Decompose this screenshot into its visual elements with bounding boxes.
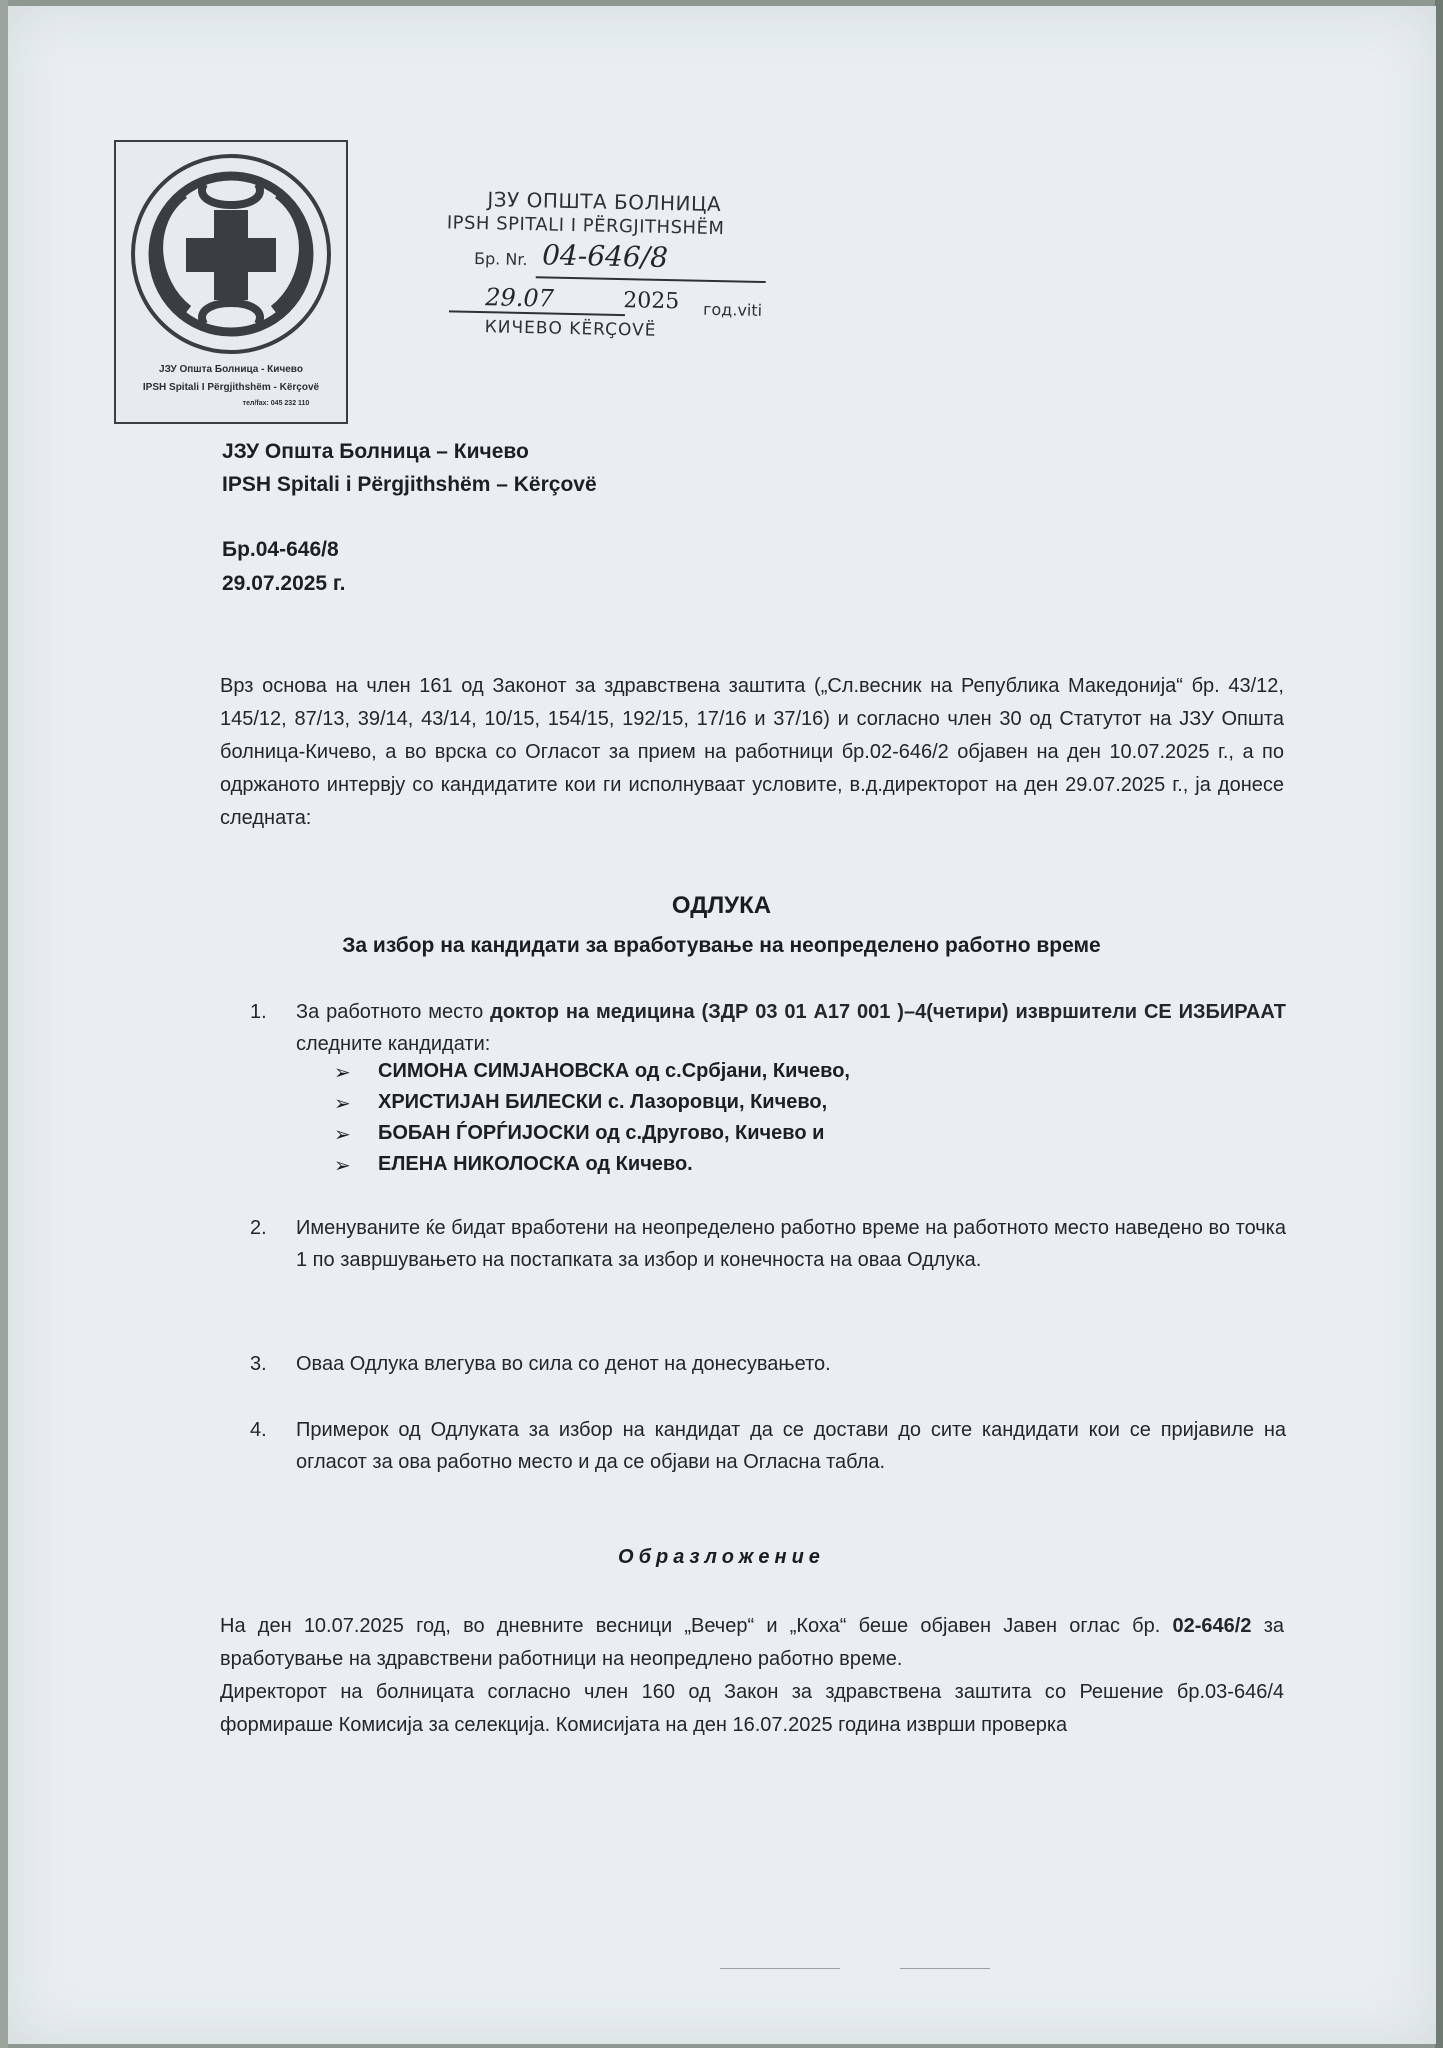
logo-name-mk: ЈЗУ Општа Болница - Кичево: [159, 364, 303, 375]
item-text: Оваа Одлука влегува во сила со денот на донесувањето.: [296, 1353, 831, 1375]
item-text: Примерок од Одлуката за избор на кандидат да се достави до сите кандидати кои се пријавиле на огласот за ова работно место и да се објави на Огласна табла.: [296, 1419, 1286, 1473]
stamp-city: КИЧЕВО KËRÇOVË: [484, 317, 657, 341]
scan-background-right: [1435, 0, 1443, 2048]
hospital-emblem-icon: [126, 152, 336, 362]
item-text-pre: За работното место: [296, 1001, 491, 1023]
stamp-year-label: год.viti: [702, 299, 763, 320]
item-number: 1.: [250, 1001, 267, 1023]
item-text-bold: доктор на медицина (ЗДР 03 01 А17 001 )–4(четири) извршители СЕ ИЗБИРААТ: [490, 1001, 1286, 1023]
stamp-date-underline: [449, 310, 625, 316]
document-number: Бр.04-646/8: [222, 538, 339, 561]
decision-subtitle: За избор на кандидати за вработување на неопределено работно време: [342, 934, 1101, 957]
stamp-date-handwritten: 29.07: [485, 283, 555, 313]
decision-title: ОДЛУКА: [671, 892, 772, 919]
intro-paragraph: Врз основа на член 161 од Законот за здравствена заштита („Сл.весник на Република Македонија“ бр. 43/12, 145/12, 87/13, 39/14, 43/14, 10/15, 154/15, 192/15, 17/16 и 37/16) и согласно член 30 од Статутот на ЈЗУ Општа болница-Кичево, а во врска со Огласот за прием на работници бр.02-646/2 објавен на ден 10.07.2025 г., а по одржаното интервју со кандидатите кои ги исполнуваат условите, в.д.директорот на ден 29.07.2025 г., ја донесе следната:: [220, 675, 1284, 829]
arrow-bullet-icon: ➢: [334, 1062, 351, 1084]
org-name-al: IPSH Spitali i Përgjithshëm – Kërçovë: [222, 473, 597, 496]
registry-stamp: [438, 186, 801, 344]
logo-phone: тел/fax: 045 232 110: [242, 400, 310, 407]
footer-mark: [720, 1968, 840, 1969]
stamp-number-label: Бр. Nr.: [473, 248, 528, 270]
document-date: 29.07.2025 г.: [222, 572, 346, 595]
org-name-mk: ЈЗУ Општа Болница – Кичево: [222, 440, 529, 463]
item-number: 3.: [250, 1353, 267, 1375]
candidate-name: СИМОНА СИМЈАНОВСКА од с.Србјани, Кичево,: [378, 1060, 850, 1082]
arrow-bullet-icon: ➢: [334, 1155, 351, 1177]
footer-mark: [900, 1968, 990, 1969]
arrow-bullet-icon: ➢: [334, 1093, 351, 1115]
stamp-number-underline: [536, 276, 766, 283]
item-number: 4.: [250, 1419, 267, 1441]
logo-name-al: IPSH Spitali I Përgjithshëm - Kërçovë: [142, 382, 320, 393]
item-text: Именуваните ќе бидат вработени на неопределено работно време на работното место наведено во точка 1 по завршувањето на постапката за избор и конечноста на оваа Одлука.: [296, 1217, 1286, 1271]
explanation-body: [220, 1610, 1284, 1742]
item-text: [296, 996, 1286, 1060]
explanation-p1-bold: 02-646/2: [1172, 1615, 1252, 1637]
candidate-name: ХРИСТИЈАН БИЛЕСКИ с. Лазоровци, Кичево,: [378, 1091, 828, 1113]
explanation-p1-pre: На ден 10.07.2025 год, во дневните весници „Вечер“ и „Коха“ беше објавен Јавен оглас бр.: [220, 1615, 1173, 1637]
candidate-name: ЕЛЕНА НИКОЛОСКА од Кичево.: [378, 1153, 693, 1175]
arrow-bullet-icon: ➢: [334, 1124, 351, 1146]
item-text-post: следните кандидати:: [296, 1033, 491, 1055]
scan-background-left: [0, 0, 8, 2048]
item-number: 2.: [250, 1217, 267, 1239]
stamp-year-handwritten: 2025: [622, 288, 680, 315]
stamp-org-al: IPSH SPITALI I PËRGJITHSHËM: [446, 212, 725, 240]
stamp-number-handwritten: 04-646/8: [541, 238, 669, 274]
stamp-org-mk: ЈЗУ ОПШТА БОЛНИЦА: [487, 187, 722, 217]
candidate-name: БОБАН ЃОРЃИЈОСКИ од с.Другово, Кичево и: [378, 1122, 825, 1144]
explanation-p1-post: за вработување на здравствени работници на неопредлено работно време.: [220, 1615, 1284, 1670]
explanation-p2: Директорот на болницата согласно член 160 од Закон за здравствена заштита со Решение бр.03-646/4 формираше Комисија за селекција. Комисијата на ден 16.07.2025 година изврши проверка: [220, 1681, 1284, 1736]
explanation-heading: Образложение: [618, 1546, 825, 1568]
hospital-logo: [114, 140, 348, 424]
